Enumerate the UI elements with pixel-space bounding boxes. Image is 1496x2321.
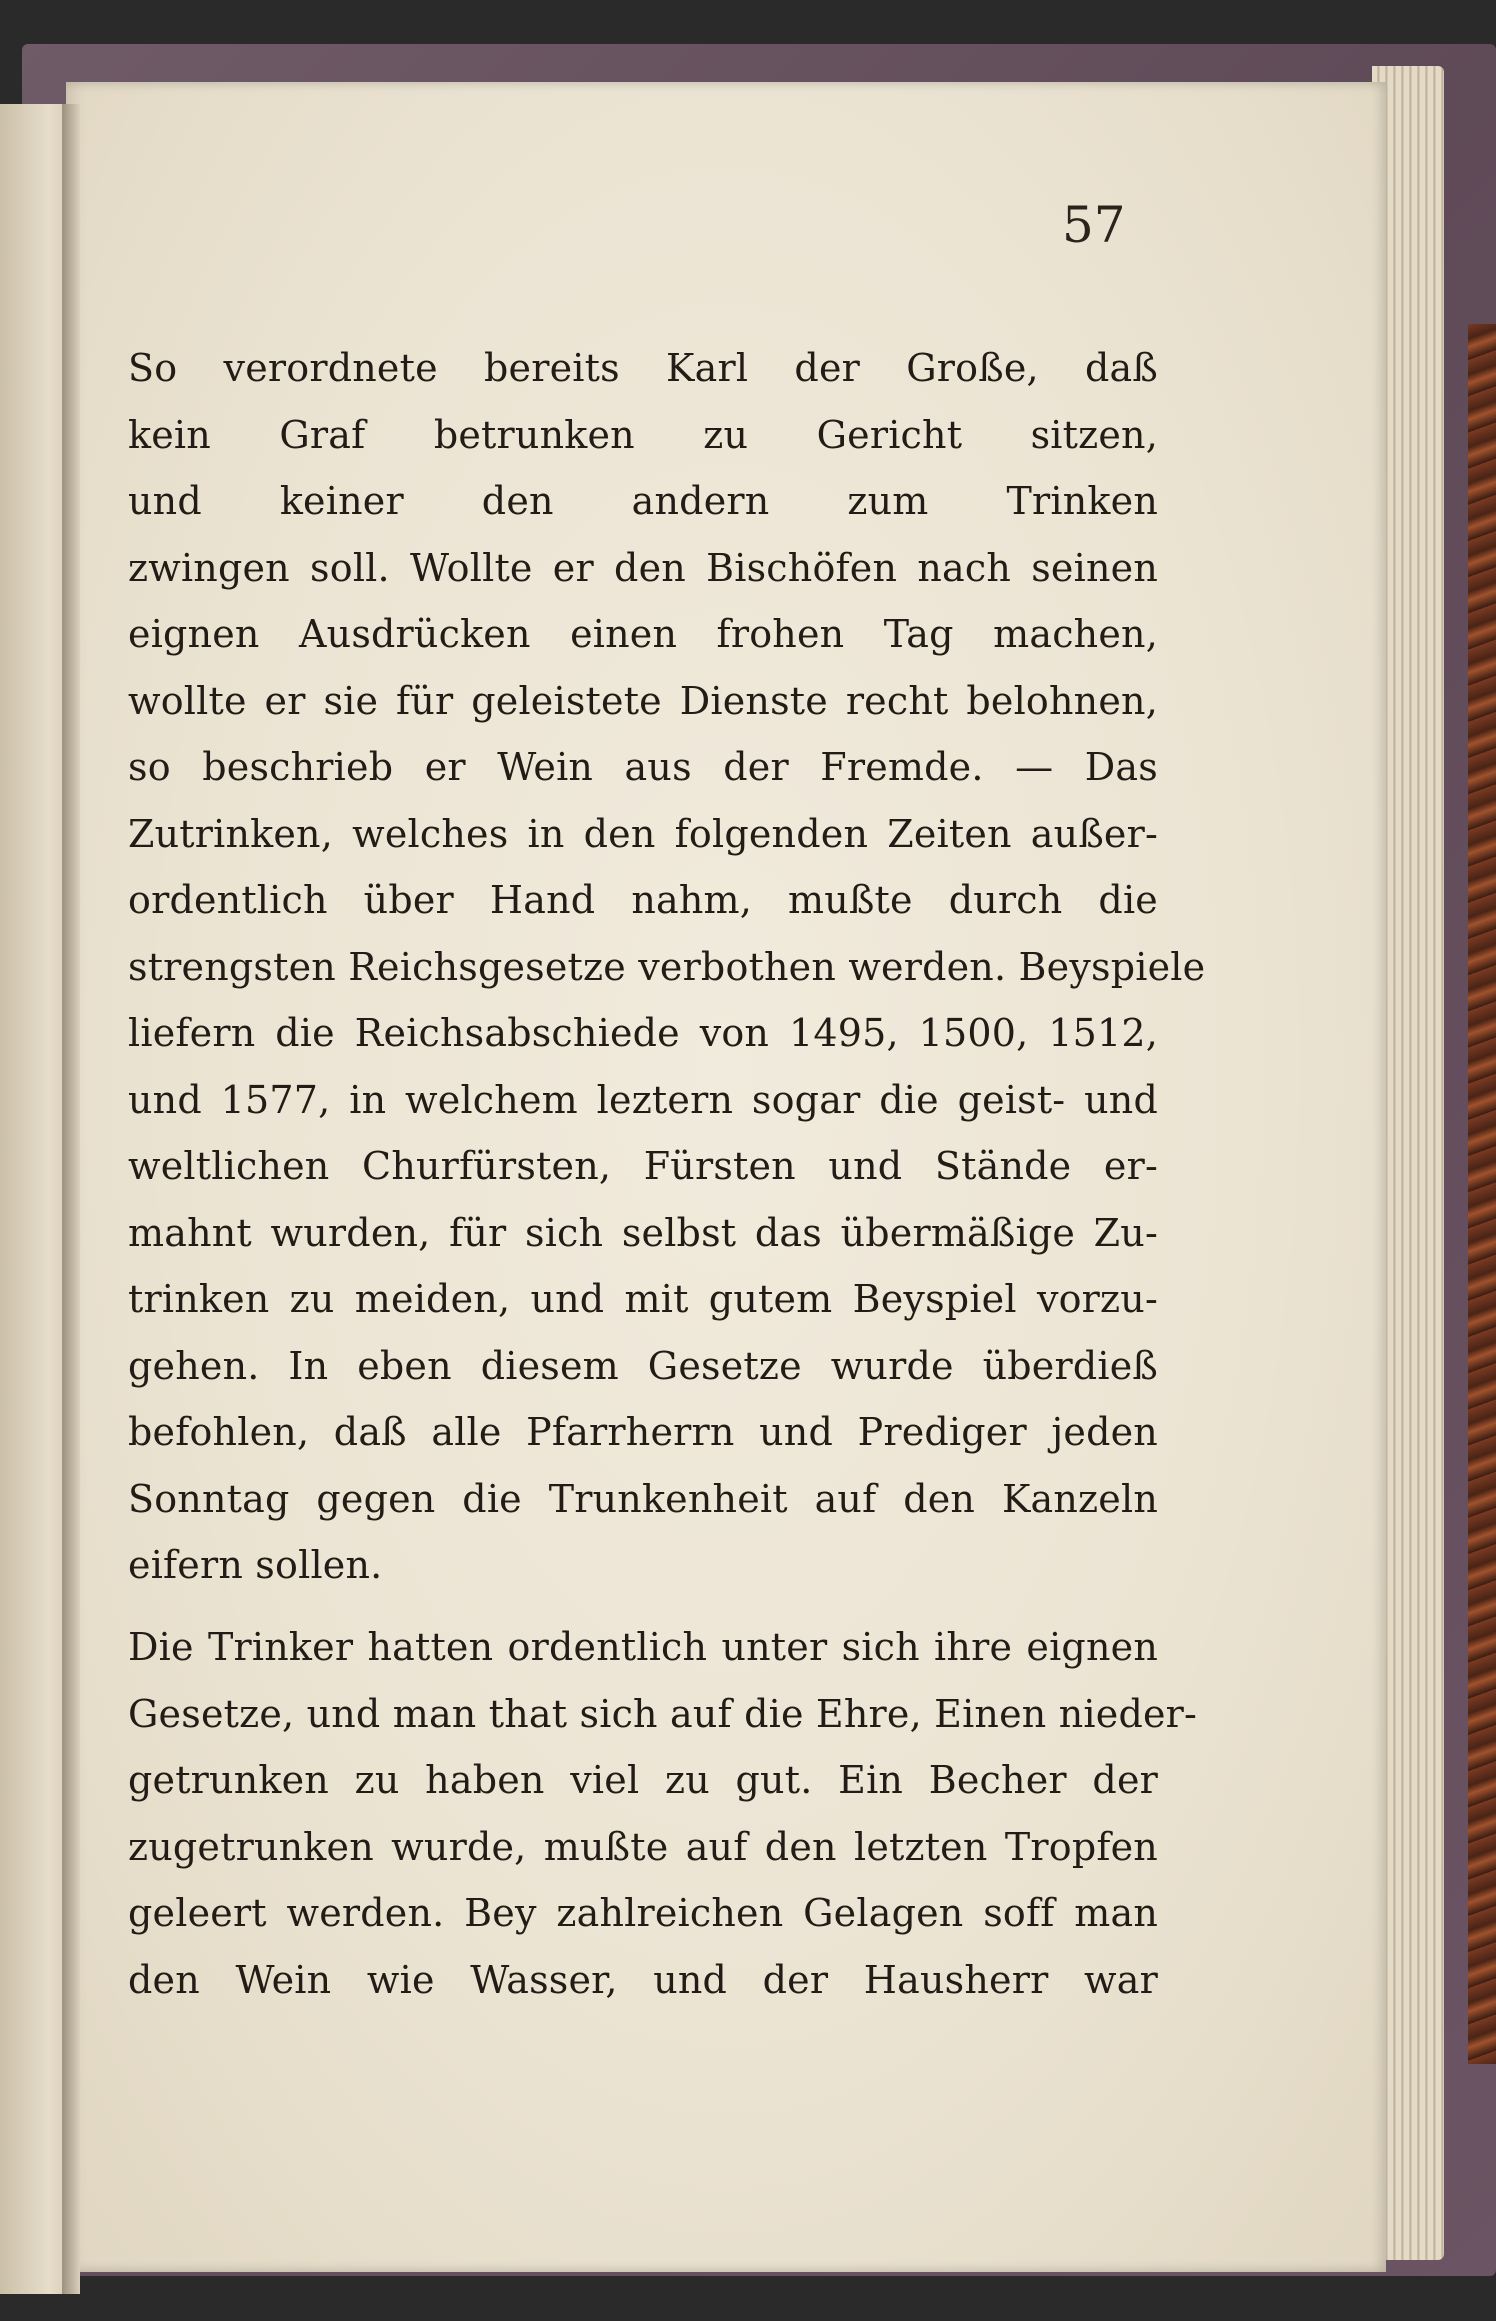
text-line: zwingen soll. Wollte er den Bischöfen nach seinen: [128, 545, 1158, 590]
text-line: Sonntag gegen die Trunkenheit auf den Kanzeln: [128, 1476, 1158, 1521]
text-line: kein Graf betrunken zu Gericht sitzen,: [128, 412, 1158, 457]
text-line: wollte er sie für geleistete Dienste recht belohnen,: [128, 678, 1158, 723]
text-line: trinken zu meiden, und mit gutem Beyspiel vorzu-: [128, 1277, 1158, 1321]
text-line: ordentlich über Hand nahm, mußte durch die: [128, 878, 1158, 922]
text-line: weltlichen Churfürsten, Fürsten und Stände er-: [128, 1144, 1158, 1188]
text-line: eifern sollen.: [128, 1543, 383, 1587]
text-line: mahnt wurden, für sich selbst das übermäßige Zu-: [128, 1210, 1158, 1255]
facing-page-edge: [0, 104, 70, 2294]
text-line: und 1577, in welchem leztern sogar die geist- und: [128, 1077, 1158, 1122]
text-line: liefern die Reichsabschiede von 1495, 1500, 1512,: [128, 1011, 1158, 1055]
text-line: Gesetze, und man that sich auf die Ehre, Einen nieder-: [128, 1691, 1198, 1736]
text-line: und keiner den andern zum Trinken: [128, 479, 1158, 523]
text-line: eignen Ausdrücken einen frohen Tag machen,: [128, 612, 1158, 656]
paragraph-2: [128, 1614, 1198, 2013]
text-line: Zutrinken, welches in den folgenden Zeiten außer-: [128, 811, 1158, 856]
text-line: So verordnete bereits Karl der Große, daß: [128, 346, 1158, 390]
text-line: befohlen, daß alle Pfarrherrn und Prediger jeden: [128, 1410, 1158, 1454]
text-line: getrunken zu haben viel zu gut. Ein Becher der: [128, 1758, 1158, 1802]
text-line: den Wein wie Wasser, und der Hausherr war: [128, 1957, 1158, 2002]
text-line: geleert werden. Bey zahlreichen Gelagen soff man: [128, 1891, 1158, 1935]
text-line: gehen. In eben diesem Gesetze wurde überdieß: [128, 1343, 1158, 1388]
book-gutter: [62, 104, 80, 2294]
text-line: so beschrieb er Wein aus der Fremde. — Das: [128, 745, 1158, 789]
text-line: Die Trinker hatten ordentlich unter sich ihre eignen: [128, 1625, 1158, 1669]
marbled-edge: [1468, 324, 1496, 2064]
text-line: strengsten Reichsgesetze verbothen werden. Beyspiele: [128, 944, 1206, 989]
text-line: zugetrunken wurde, mußte auf den letzten Tropfen: [128, 1824, 1158, 1869]
paragraph-1: [128, 335, 1206, 1599]
page-number: 57: [1062, 196, 1126, 254]
